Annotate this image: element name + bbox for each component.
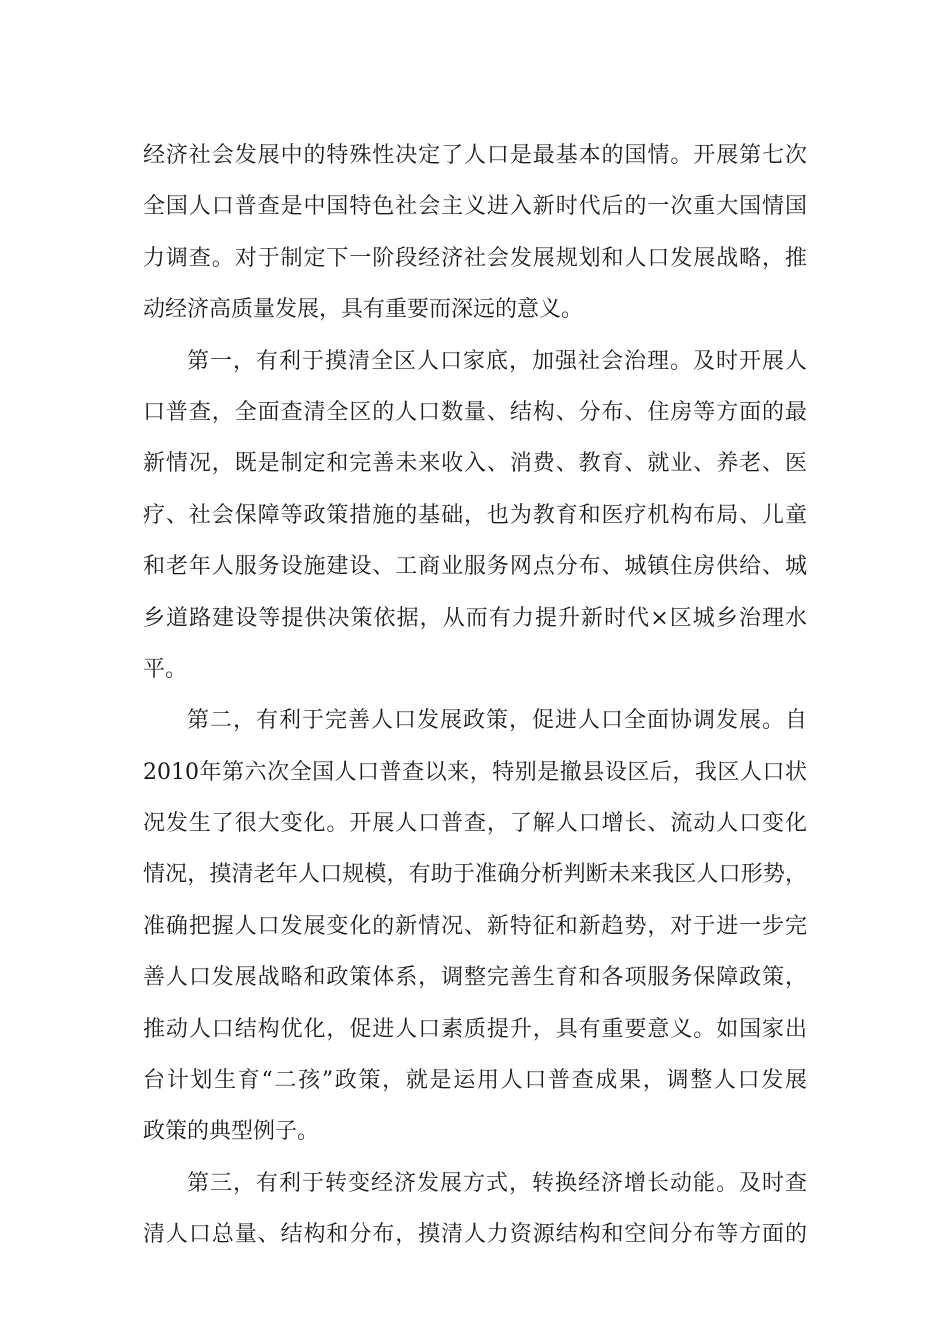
text-line: 新情况，既是制定和完善未来收入、消费、教育、就业、养老、医 <box>143 451 807 477</box>
text-line: 准确把握人口发展变化的新情况、新特征和新趋势，对于进一步完 <box>143 913 807 939</box>
text-line: 推动人口结构优化，促进人口素质提升，具有重要意义。如国家出 <box>143 1016 807 1042</box>
text-line: 动经济高质量发展，具有重要而深远的意义。 <box>143 297 584 323</box>
text-line: 况发生了很大变化。开展人口普查，了解人口增长、流动人口变化 <box>143 811 807 837</box>
text-line: 善人口发展战略和政策体系，调整完善生育和各项服务保障政策， <box>143 965 807 991</box>
text-line: 力调查。对于制定下一阶段经济社会发展规划和人口发展战略，推 <box>143 245 807 271</box>
text-line: 和老年人服务设施建设、工商业服务网点分布、城镇住房供给、城 <box>143 554 807 580</box>
text-line: 台计划生育“二孩”政策，就是运用人口普查成果，调整人口发展 <box>143 1068 807 1094</box>
text-line: 全国人口普查是中国特色社会主义进入新时代后的一次重大国情国 <box>143 194 807 220</box>
body-text <box>143 130 807 1261</box>
text-line: 口普查，全面查清全区的人口数量、结构、分布、住房等方面的最 <box>143 399 807 425</box>
text-line: 第三，有利于转变经济发展方式，转换经济增长动能。及时查 <box>187 1170 807 1196</box>
text-line: 清人口总量、结构和分布，摸清人力资源结构和空间分布等方面的 <box>143 1222 807 1248</box>
text-line: 乡道路建设等提供决策依据，从而有力提升新时代×区城乡治理水 <box>143 605 807 631</box>
text-line: 政策的典型例子。 <box>143 1119 320 1145</box>
text-line: 情况，摸清老年人口规模，有助于准确分析判断未来我区人口形势， <box>143 862 807 888</box>
text-line: 平。 <box>143 656 188 682</box>
text-line: 2010年第六次全国人口普查以来，特别是撤县设区后，我区人口状 <box>143 759 807 785</box>
text-line: 疗、社会保障等政策措施的基础，也为教育和医疗机构布局、儿童 <box>143 502 807 528</box>
text-line: 第二，有利于完善人口发展政策，促进人口全面协调发展。自 <box>187 708 807 734</box>
text-line: 经济社会发展中的特殊性决定了人口是最基本的国情。开展第七次 <box>143 143 807 168</box>
text-line: 第一，有利于摸清全区人口家底，加强社会治理。及时开展人 <box>187 348 807 374</box>
